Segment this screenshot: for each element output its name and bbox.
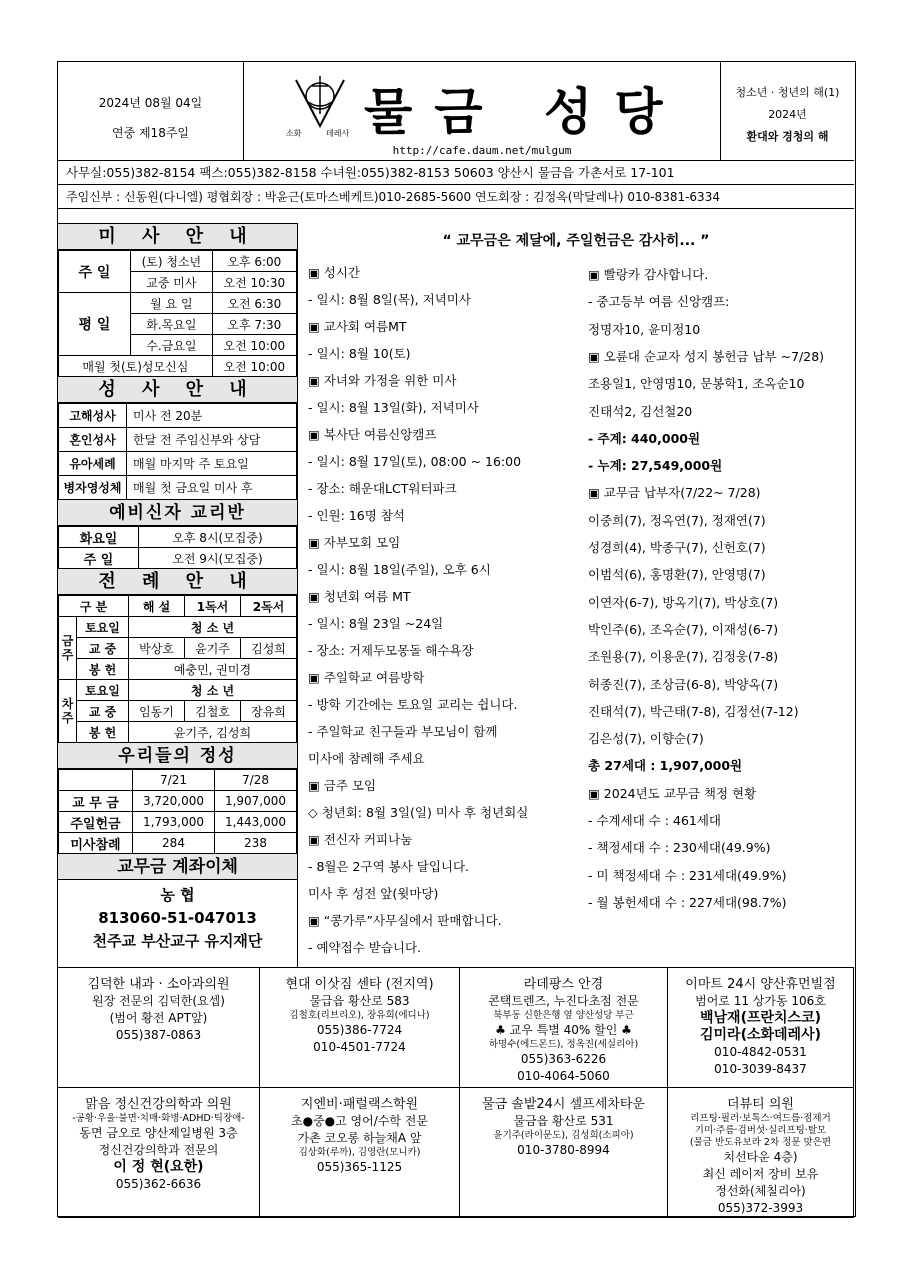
sacr-cell: 병자영성체 <box>59 476 127 500</box>
giving-cell: 284 <box>133 833 215 854</box>
mid-line: - 장소: 해운대LCT워터파크 <box>308 481 457 496</box>
ad-line: 055)363-6226 <box>520 1052 607 1066</box>
litur-cell: 1독서 <box>185 596 241 617</box>
mid-line: ▣ 청년회 여름 MT <box>308 589 411 604</box>
ad-line: 010-4064-5060 <box>517 1069 610 1083</box>
giving-cell: 1,443,000 <box>215 812 297 833</box>
litur-cell: 교 중 <box>77 638 129 659</box>
ad-line: 라데팡스 안경 <box>523 977 604 992</box>
ad-box <box>260 968 460 1088</box>
theme-line-2: 2024년 <box>768 108 807 121</box>
ad-line: 더뷰티 의원 <box>727 1097 794 1112</box>
mid-line: - 장소: 거제두모몽돌 해수욕장 <box>308 643 474 658</box>
ad-line: (물금 반도유보라 2차 정문 맞은편 <box>689 1137 832 1148</box>
ad-line: 김미라(소화데레사) <box>700 1027 821 1043</box>
giving-section-title: 우리들의 정성 <box>58 743 297 769</box>
right-line: 박인주(6), 조옥순(7), 이재성(6-7) <box>588 621 779 637</box>
mass-cell: 오전 10:30 <box>212 272 296 293</box>
ad-line: 맑음 정신건강의학과 의원 <box>85 1097 232 1112</box>
mass-cell: 오후 7:30 <box>212 314 296 335</box>
giving-cell: 1,907,000 <box>215 791 297 812</box>
sacr-cell: 유아세례 <box>59 452 127 476</box>
logo-label-right: 데레사 <box>326 129 350 138</box>
right-line: 이연자(6-7), 방옥기(7), 박상호(7) <box>588 594 779 610</box>
ad-line: 하명수(에드몬드), 정옥진(세실리아) <box>488 1039 639 1050</box>
litur-cell: 박상호 <box>129 638 185 659</box>
ad-line: 윤기주(라이문도), 김성희(소피아) <box>493 1130 634 1141</box>
litur-cell: 예충민, 권미경 <box>129 659 297 680</box>
liturgical-week: 연중 제18주일 <box>111 126 190 140</box>
cate-cell: 오전 9시(모집중) <box>139 548 297 569</box>
mid-line: ▣ 전신자 커피나눔 <box>308 832 413 847</box>
header-theme-box <box>720 62 854 161</box>
ad-line: 지엔비·패럴랙스학원 <box>300 1097 419 1112</box>
right-line: 김은성(7), 이향순(7) <box>588 731 704 747</box>
giving-cell: 주일헌금 <box>59 812 133 833</box>
mass-section-title: 미 사 안 내 <box>58 224 297 250</box>
mid-line: 미사 후 성전 앞(윗마당) <box>308 886 439 901</box>
right-line: 조원용(7), 이용운(7), 김정웅(7-8) <box>588 649 779 665</box>
litur-cell: 청 소 년 <box>129 680 297 701</box>
mass-cell: (토) 청소년 <box>131 251 213 272</box>
ad-line: 이마트 24시 양산휴먼빌점 <box>685 977 836 992</box>
ad-line: 최신 레이저 장비 보유 <box>702 1167 819 1181</box>
right-line: 성경희(4), 박종구(7), 신헌호(7) <box>588 540 766 555</box>
ad-box <box>260 1088 460 1218</box>
ad-line: 물급읍 황산로 583 <box>309 994 410 1008</box>
right-line: 총 27세대 : 1,907,000원 <box>588 758 743 774</box>
mid-line: ▣ 자부모회 모임 <box>308 535 401 550</box>
right-line: 진태석(7), 박근태(7-8), 김정선(7-12) <box>588 703 799 719</box>
ad-line: 055)387-0863 <box>115 1028 202 1042</box>
right-line: - 책정세대 수 : 230세대(49.9%) <box>588 840 771 856</box>
left-column <box>58 223 298 967</box>
giving-cell: 238 <box>215 833 297 854</box>
sunday-label: 주 일 <box>59 251 131 293</box>
sacrament-section-title: 성 사 안 내 <box>58 377 297 403</box>
ad-line: 범어로 11 상가동 106호 <box>695 994 826 1008</box>
ad-line: 리프팅·필러·보톡스·여드름·점제거 <box>690 1113 831 1124</box>
mass-table <box>58 250 297 377</box>
giving-table <box>58 769 297 854</box>
litur-cell: 김철호 <box>185 701 241 722</box>
litur-cell: 토요일 <box>77 617 129 638</box>
ad-line: 치선타운 4층) <box>723 1150 798 1164</box>
parish-title: 물금 성당 <box>364 82 685 141</box>
mid-line: 미사에 참례해 주세요 <box>308 751 425 766</box>
mass-cell: 월 요 일 <box>131 293 213 314</box>
sacr-cell: 매월 첫 금요일 미사 후 <box>127 476 297 500</box>
ad-box <box>668 1088 854 1218</box>
bank-section-title: 교무금 계좌이체 <box>58 854 297 880</box>
mid-line: ▣ 성시간 <box>308 265 361 280</box>
staff-line: 주임신부 : 신동원(다니엘) 평협회장 : 박윤근(토마스베케트)010-2685-5600 연도회장 : 김정옥(막달레나) 010-8381-6334 <box>58 185 854 209</box>
bank-info <box>58 880 297 953</box>
litur-cell: 교 중 <box>77 701 129 722</box>
right-line: 정명자10, 윤미정10 <box>588 321 701 337</box>
ad-line: 콘택트렌즈, 누진다초점 전문 <box>488 994 639 1008</box>
bank-name: 농 협 <box>160 886 195 904</box>
mass-cell: 화.목요일 <box>131 314 213 335</box>
ad-line: 물금 솔밭24시 셀프세차타운 <box>482 1097 645 1112</box>
liturgy-section-title: 전 례 안 내 <box>58 569 297 595</box>
mid-line: ▣ 복사단 여름신앙캠프 <box>308 427 437 442</box>
mid-line: ▣ “콩가루”사무실에서 판매합니다. <box>308 913 502 928</box>
ad-line: 물금읍 황산로 531 <box>513 1114 614 1128</box>
ad-line: 백남재(프란치스코) <box>700 1010 821 1026</box>
sacrament-table <box>58 403 297 500</box>
right-line: 허종진(7), 조상금(6-8), 박양옥(7) <box>588 676 779 692</box>
right-line: 이범석(6), 홍명환(7), 안영명(7) <box>588 567 766 583</box>
ad-line: 가촌 코오롱 하늘채A 앞 <box>297 1131 422 1145</box>
sacr-cell: 혼인성사 <box>59 428 127 452</box>
mid-line: - 일시: 8월 13일(화), 저녁미사 <box>308 400 479 415</box>
mid-line: - 주일학교 친구들과 부모님이 함께 <box>308 724 498 739</box>
right-line: - 월 봉헌세대 수 : 227세대(98.7%) <box>588 894 787 910</box>
giving-cell: 3,720,000 <box>133 791 215 812</box>
litur-cell: 윤기주 <box>185 638 241 659</box>
ad-line: 이 정 현(요한) <box>113 1159 204 1175</box>
header-date-box <box>58 62 244 161</box>
contact-line: 사무실:055)382-8154 팩스:055)382-8158 수녀원:055)382-8153 50603 양산시 물금읍 가촌서로 17-101 <box>58 161 854 185</box>
catechism-table <box>58 526 297 569</box>
ad-line: 북부동 신한은행 옆 양산성당 부근 <box>493 1010 634 1021</box>
ad-line: 기미·주름·검버섯·실리프팅·탈모 <box>694 1125 827 1136</box>
right-line: ▣ 2024년도 교무금 책정 현황 <box>588 785 757 801</box>
mid-line: ▣ 자녀와 가정을 위한 미사 <box>308 373 457 388</box>
giving-cell: 7/21 <box>133 770 215 791</box>
announcements-column <box>298 223 580 967</box>
right-line: - 주계: 440,000원 <box>588 430 701 446</box>
right-line: - 누계: 27,549,000원 <box>588 458 723 474</box>
giving-cell: 7/28 <box>215 770 297 791</box>
bulletin-date: 2024년 08월 04일 <box>98 96 203 110</box>
header-title-box <box>244 62 720 161</box>
ad-line: 055)372-3993 <box>717 1201 804 1215</box>
mid-line: - 8월은 2구역 봉사 달입니다. <box>308 859 470 874</box>
mid-line: ◇ 청년회: 8월 3일(일) 미사 후 청년회실 <box>308 805 529 820</box>
ad-line: 동면 금오로 양산제일병원 3층 <box>79 1126 238 1140</box>
sacr-cell: 매월 마지막 주 토요일 <box>127 452 297 476</box>
litur-cell: 임동기 <box>129 701 185 722</box>
ad-line: 원장 전문의 김덕한(요셉) <box>92 994 225 1008</box>
mid-line: ▣ 금주 모임 <box>308 778 377 793</box>
bank-account: 813060-51-047013 <box>98 909 257 927</box>
ad-line: (범어 황전 APT앞) <box>109 1011 208 1025</box>
cate-cell: 화요일 <box>59 527 139 548</box>
ad-line: ♣ 교우 특별 40% 할인 ♣ <box>495 1023 632 1037</box>
mid-line: - 일시: 8월 23일 ~24일 <box>308 616 444 631</box>
mid-line: ▣ 교사회 여름MT <box>308 319 407 334</box>
right-line: - 수계세대 수 : 461세대 <box>588 813 721 828</box>
giving-cell: 1,793,000 <box>133 812 215 833</box>
ad-line: 055)365-1125 <box>316 1160 403 1174</box>
ad-box <box>58 968 260 1088</box>
ad-line: 정신건강의학과 전문의 <box>98 1143 219 1157</box>
parish-logo-icon <box>290 74 350 134</box>
ad-line: 010-4501-7724 <box>313 1040 406 1054</box>
mass-cell: 오후 6:00 <box>212 251 296 272</box>
ad-line: -공황·우울·불면·치매·화병·ADHD·틱장애- <box>72 1113 245 1124</box>
sacr-cell: 고해성사 <box>59 404 127 428</box>
right-line: 진태석2, 김선철20 <box>588 403 693 419</box>
theme-line-1: 청소년 · 청년의 해(1) <box>735 86 840 99</box>
ad-line: 010-3039-8437 <box>714 1062 807 1076</box>
ad-line: 김상화(루까), 김영란(모니카) <box>298 1147 421 1158</box>
quote-banner: “ 교무금은 제달에, 주일헌금은 감사히... ” <box>442 233 710 249</box>
ad-line: 010-4842-0531 <box>714 1045 807 1059</box>
mid-line: - 일시: 8월 17일(토), 08:00 ~ 16:00 <box>308 454 522 469</box>
right-line: ▣ 교무금 납부자(7/22~ 7/28) <box>588 485 761 501</box>
litur-cell: 2독서 <box>241 596 297 617</box>
mid-line: ▣ 주일학교 여름방학 <box>308 670 425 685</box>
ad-box <box>58 1088 260 1218</box>
litur-cell: 청 소 년 <box>129 617 297 638</box>
ad-line: 010-3780-8994 <box>517 1143 610 1157</box>
mass-cell: 수.금요일 <box>131 335 213 356</box>
mass-cell: 매월 첫(토)성모신심 <box>59 356 213 377</box>
mid-line: - 일시: 8월 18일(주일), 오후 6시 <box>308 562 491 577</box>
right-line: 이중희(7), 정옥연(7), 정재연(7) <box>588 512 766 528</box>
ad-box <box>460 1088 668 1218</box>
giving-cell: 교 무 금 <box>59 791 133 812</box>
litur-cell: 해 설 <box>129 596 185 617</box>
cate-cell: 오후 8시(모집중) <box>139 527 297 548</box>
mass-cell: 교중 미사 <box>131 272 213 293</box>
litur-cell: 토요일 <box>77 680 129 701</box>
litur-cell: 차주 <box>59 680 77 743</box>
right-line: ▣ 오륜대 순교자 성지 봉헌금 납부 ~7/28) <box>588 348 825 364</box>
ad-grid <box>58 967 854 1217</box>
cafe-url[interactable]: http://cafe.daum.net/mulgum <box>392 144 572 157</box>
ad-box <box>460 968 668 1088</box>
mid-line: - 인원: 16명 참석 <box>308 508 405 523</box>
mass-cell: 오전 10:00 <box>212 335 296 356</box>
weekday-label: 평 일 <box>59 293 131 356</box>
ad-line: 055)362-6636 <box>115 1177 202 1191</box>
giving-cell: 미사참례 <box>59 833 133 854</box>
theme-line-3: 환대와 경청의 해 <box>746 130 829 143</box>
right-line: - 중고등부 여름 신앙캠프: <box>588 294 730 310</box>
ad-line: 055)386-7724 <box>316 1023 403 1037</box>
litur-cell: 금주 <box>59 617 77 680</box>
litur-cell: 윤기주, 김성희 <box>129 722 297 743</box>
mid-line: - 일시: 8월 8일(목), 저녁미사 <box>308 292 471 307</box>
right-line: 조용일1, 안영명10, 문봉학1, 조옥순10 <box>588 376 805 392</box>
thanks-column <box>580 223 854 967</box>
mass-cell: 오전 10:00 <box>212 356 296 377</box>
litur-cell: 봉 헌 <box>77 722 129 743</box>
sacr-cell: 한달 전 주임신부와 상담 <box>127 428 297 452</box>
bank-owner: 천주교 부산교구 유지재단 <box>92 932 263 950</box>
litur-cell: 장유희 <box>241 701 297 722</box>
right-line: ▣ 빨랑카 감사합니다. <box>588 267 709 282</box>
mid-line: - 일시: 8월 10(토) <box>308 346 411 361</box>
header <box>58 62 854 161</box>
mass-cell: 오전 6:30 <box>212 293 296 314</box>
mid-line: - 방학 기간에는 토요일 교리는 쉽니다. <box>308 697 518 712</box>
bulletin-page <box>57 61 856 1217</box>
ad-line: 정선화(체칠리아) <box>715 1184 806 1198</box>
ad-line: 김철호(리브리오), 장유희(에디나) <box>289 1010 430 1021</box>
sacr-cell: 미사 전 20분 <box>127 404 297 428</box>
litur-cell: 봉 헌 <box>77 659 129 680</box>
right-line: - 미 책정세대 수 : 231세대(49.9%) <box>588 867 787 883</box>
cate-cell: 주 일 <box>59 548 139 569</box>
logo-label-left: 소화 <box>286 129 302 138</box>
mid-line: - 예약접수 받습니다. <box>308 940 422 955</box>
liturgy-table <box>58 595 297 743</box>
ad-line: 김덕한 내과 · 소아과의원 <box>87 977 230 992</box>
litur-cell: 김성희 <box>241 638 297 659</box>
catechism-section-title: 예비신자 교리반 <box>58 500 297 526</box>
ad-line: 현대 이삿짐 센타 (전지역) <box>285 977 434 992</box>
ad-box <box>668 968 854 1088</box>
litur-cell: 구 분 <box>59 596 129 617</box>
ad-line: 초●중●고 영어/수학 전문 <box>291 1114 428 1128</box>
